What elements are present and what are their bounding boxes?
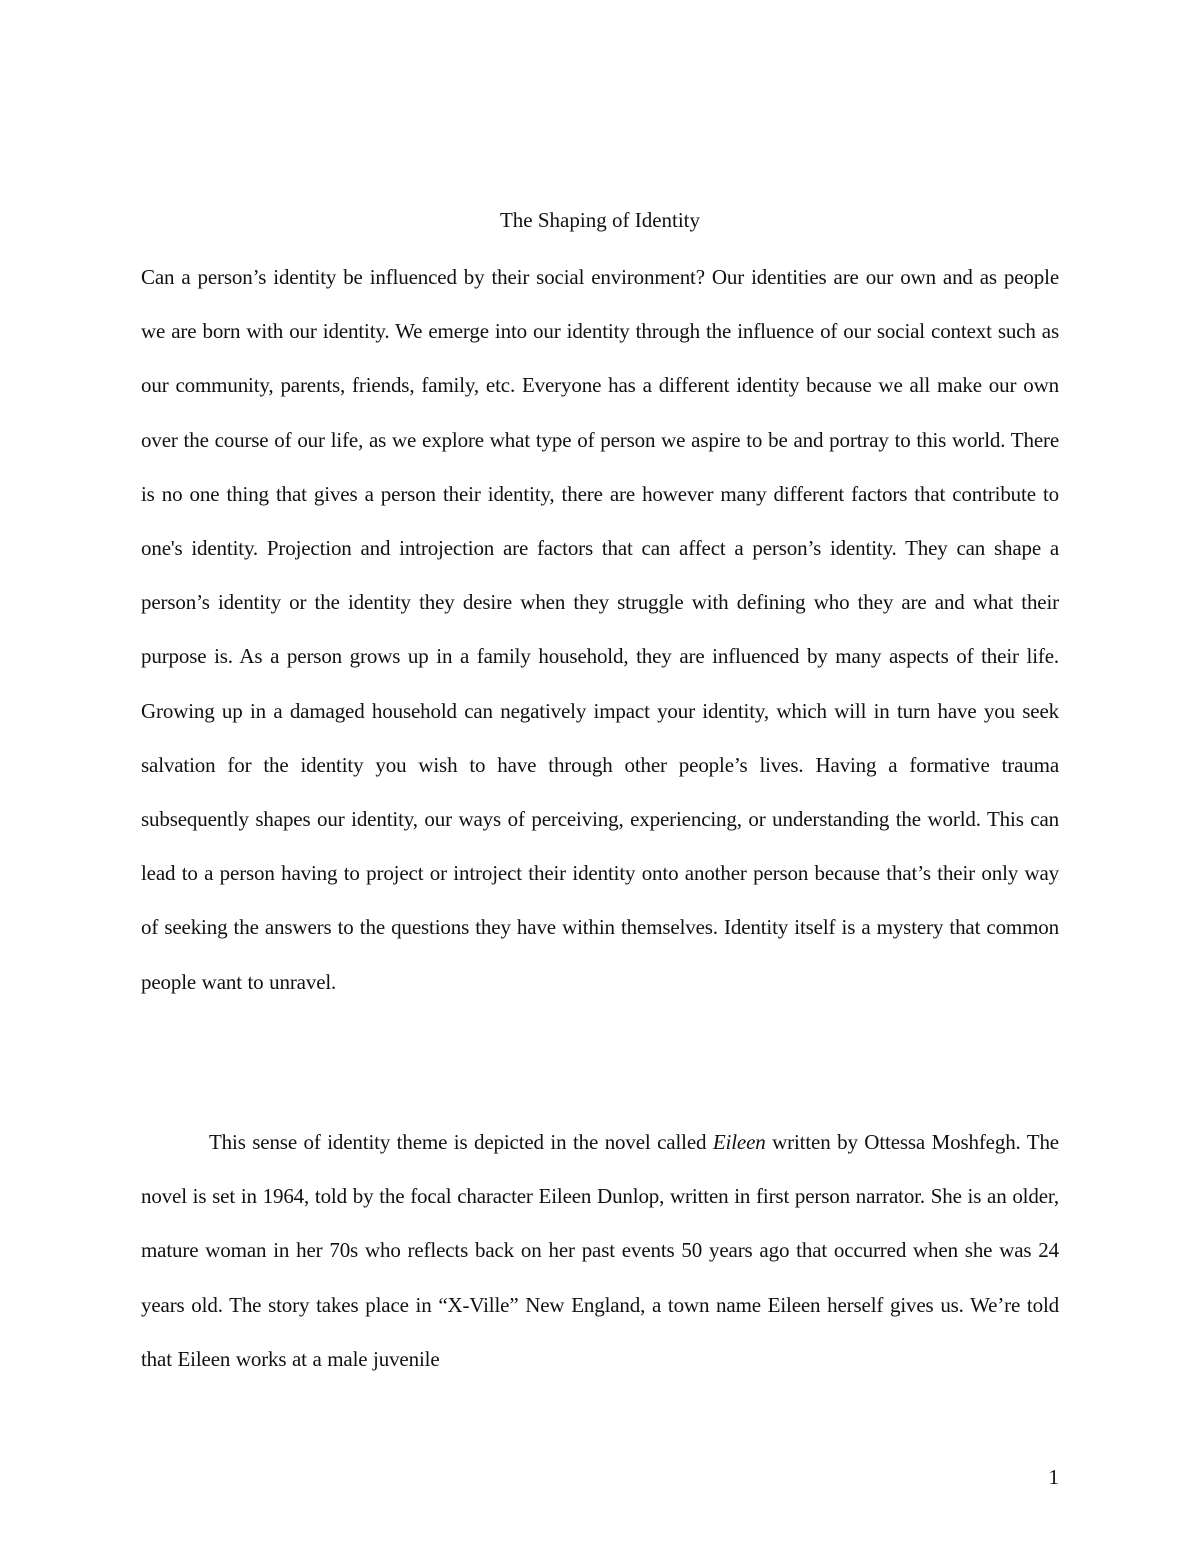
paragraph-novel [141, 1115, 1059, 1386]
paragraph-novel-text-end: written by Ottessa Moshfegh. The novel is set in 1964, told by the focal character Eileen Dunlop, written in first person narrator. She is an older, mature woman in her 70s who reflects back on her past events 50 years ago that occurred when she was 24 years old. The story takes place in “X-Ville” New England, a town name Eileen herself gives us. We’re told that Eileen works at a male juvenile [141, 1130, 1059, 1371]
paragraph-novel-text-start: This sense of identity theme is depicted in the novel called [209, 1130, 713, 1154]
paragraph-intro: Can a person’s identity be influenced by their social environment? Our identities are our own and as people we are born with our identity. We emerge into our identity through the influence of our social context such as our community, parents, friends, family, etc. Everyone has a different identity because we all make our own over the course of our life, as we explore what type of person we aspire to be and portray to this world. There is no one thing that gives a person their identity, there are however many different factors that contribute to one's identity. Projection and introjection are factors that can affect a person’s identity. They can shape a person’s identity or the identity they desire when they struggle with defining who they are and what their purpose is. As a person grows up in a family household, they are influenced by many aspects of their life. Growing up in a damaged household can negatively impact your identity, which will in turn have you seek salvation for the identity you wish to have through other people’s lives. Having a formative trauma subsequently shapes our identity, our ways of perceiving, experiencing, or understanding the world. This can lead to a person having to project or introject their identity onto another person because that’s their only way of seeking the answers to the questions they have within themselves. Identity itself is a mystery that common people want to unravel. [141, 265, 1059, 994]
novel-title: Eileen [712, 1130, 766, 1154]
document-title: The Shaping of Identity [499, 208, 701, 232]
page-number: 1 [1048, 1465, 1059, 1489]
